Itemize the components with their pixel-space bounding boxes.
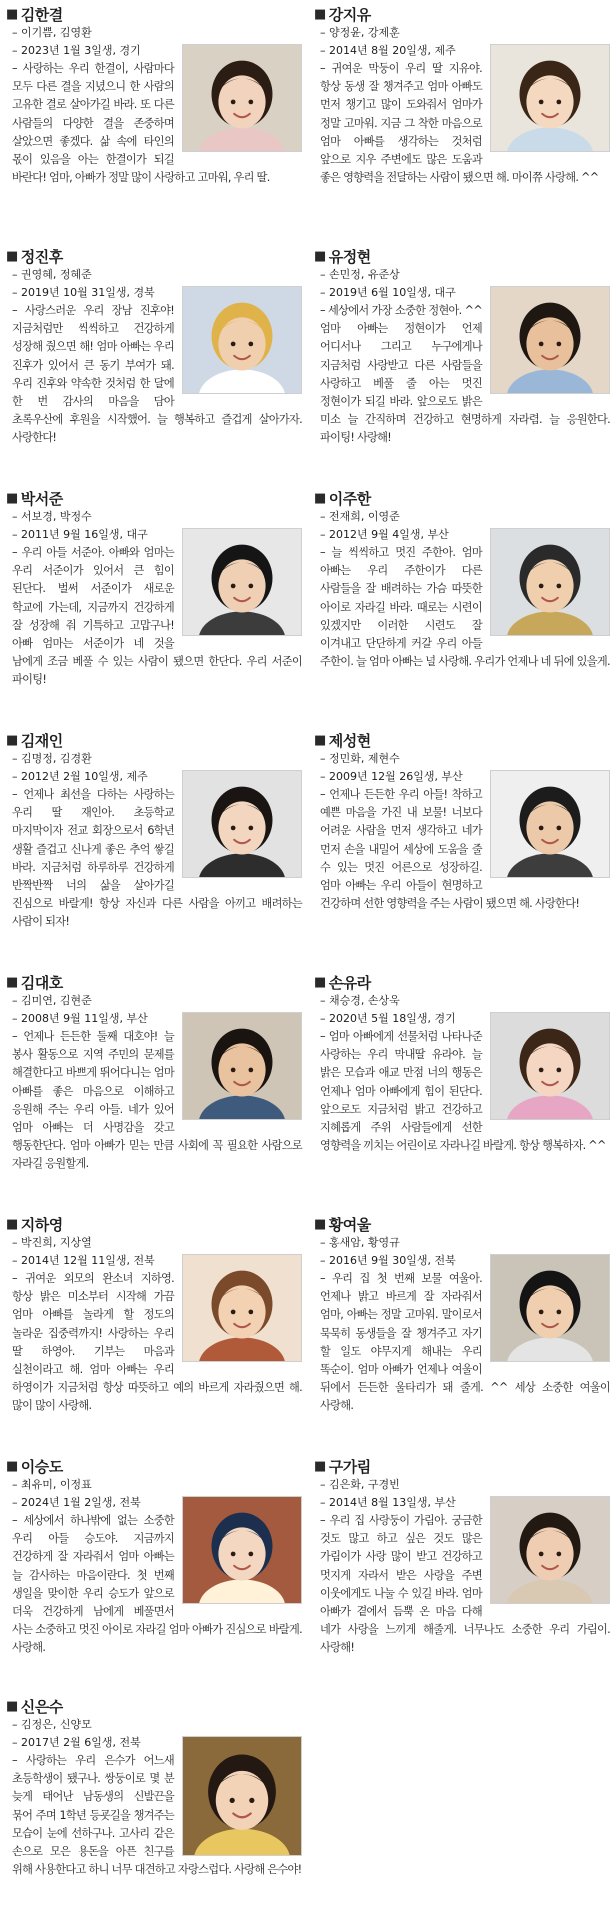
child-photo <box>490 770 610 878</box>
portrait-illustration <box>183 1737 301 1855</box>
parents: – 채승경, 손상욱 <box>320 994 400 1007</box>
child-name-text: 박서준 <box>20 489 63 508</box>
photo-eye-left <box>231 1310 236 1315</box>
parents: – 손민정, 유준상 <box>320 268 400 281</box>
parents: – 박진희, 지상열 <box>12 1236 92 1249</box>
birth-info: – 2020년 5월 18일생, 경기 <box>320 1012 456 1025</box>
portrait-illustration <box>491 287 609 393</box>
bullet-icon: ■ <box>6 1216 18 1232</box>
portrait-illustration <box>183 1013 301 1119</box>
birth-info: – 2017년 2월 6일생, 전북 <box>12 1736 141 1749</box>
child-name-text: 신은수 <box>20 1697 63 1716</box>
portrait-illustration <box>491 1497 609 1603</box>
parents: – 김정은, 신양모 <box>12 1718 92 1731</box>
birth-info: – 2014년 12월 11일생, 전북 <box>12 1254 155 1267</box>
parents: – 정민화, 제현수 <box>320 752 400 765</box>
photo-eye-right <box>248 1068 253 1073</box>
birth-info: – 2014년 8월 20일생, 제주 <box>320 44 456 57</box>
child-name <box>6 1456 302 1476</box>
photo-face <box>526 1043 573 1096</box>
profile-entry <box>314 4 610 230</box>
profile-entry <box>6 1456 302 1682</box>
bullet-icon: ■ <box>314 1458 326 1474</box>
birth-info: – 2012년 2월 10일생, 제주 <box>12 770 148 783</box>
bullet-icon: ■ <box>6 974 18 990</box>
message: – 사랑스러운 우리 장남 진후야! 지금처럼만 씩씩하고 건강하게 성장해 줬으면 해! 엄마 아빠는 우리 진후가 있어서 큰 동기 부여가 돼. 우리 진후와 약속한 것처럼 한 달에 한 번 감사의 마음을 담아 초록우산에 후원을 시작했어. 늘 행복하고 즐겁게 살아가자. 사랑한다! <box>12 302 302 448</box>
message: – 우리 집 첫 번째 보물 여울아. 언제나 밝고 바르게 잘 자라줘서 엄마, 아빠는 정말 고마워. 말이로서 묵묵히 동생들을 잘 챙겨주고 자기 할 일도 야무지게 해내는 우리 똑순이. 엄마 아빠가 언제나 여울이 뒤에서 든든한 울타리가 돼 줄게. ^^ 세상 소중한 여울이 사랑해. <box>320 1270 610 1416</box>
profile-entry <box>314 972 610 1198</box>
photo-eye-left <box>539 100 544 105</box>
photo-eye-right <box>556 584 561 589</box>
child-name-text: 정진후 <box>20 247 63 266</box>
child-photo <box>490 286 610 394</box>
photo-face <box>526 801 573 854</box>
photo-eye-right <box>556 1310 561 1315</box>
birth-info: – 2024년 1월 2일생, 전북 <box>12 1496 141 1509</box>
profile-entry <box>6 1696 302 1912</box>
portrait-illustration <box>183 45 301 151</box>
profile-entry <box>314 1456 610 1682</box>
portrait-illustration <box>183 529 301 635</box>
photo-eye-left <box>539 1552 544 1557</box>
child-photo <box>182 286 302 394</box>
photo-face <box>526 1527 573 1580</box>
child-name-text: 김한결 <box>20 5 63 24</box>
child-photo <box>182 528 302 636</box>
child-name <box>6 1696 302 1716</box>
child-name <box>314 972 610 992</box>
photo-eye-right <box>556 1552 561 1557</box>
child-photo <box>182 1736 302 1856</box>
child-name <box>314 1456 610 1476</box>
message: – 세상에서 하나밖에 없는 소중한 우리 아들 승도야. 지금까지 건강하게 잘 자라줘서 엄마 아빠는 늘 감사하는 마음이란다. 첫 번째 생일을 맞이한 우리 승도가 앞으로 더욱 건강하게 남에게 베풀면서 사는 소중하고 멋진 아이로 자라길 엄마 아빠가 진심으로 바랄게. 사랑해. <box>12 1512 302 1658</box>
portrait-illustration <box>491 1255 609 1361</box>
photo-eye-right <box>556 1068 561 1073</box>
portrait-illustration <box>183 1497 301 1603</box>
bullet-icon: ■ <box>6 6 18 22</box>
child-name-text: 강지유 <box>328 5 371 24</box>
child-name <box>314 488 610 508</box>
message: – 귀여운 외모의 완소녀 지하영. 항상 밝은 미소부터 시작해 가끔 엄마 아빠를 놀라게 할 정도의 놀라운 집중력까지! 사랑하는 우리 딸 하영아. 기부는 마음과 실천이라고 해. 엄마 아빠는 우리 하영이가 지금처럼 항상 따뜻하고 예의 바르게 자라줬으면 해. 많이 많이 사랑해. <box>12 1270 302 1416</box>
photo-face <box>218 559 265 612</box>
photo-eye-right <box>248 1310 253 1315</box>
birth-info: – 2014년 8월 13일생, 부산 <box>320 1496 456 1509</box>
parents: – 전재희, 이영준 <box>320 510 400 523</box>
child-name <box>6 972 302 992</box>
parents: – 최유미, 이정표 <box>12 1478 92 1491</box>
message: – 엄마 아빠에게 선물처럼 나타나준 사랑하는 우리 막내딸 유라야. 늘 밝은 모습과 애교 만점 너의 행동은 언제나 엄마 아빠에게 힘이 된단다. 앞으로도 지금처럼 밝고 건강하고 지혜롭게 주위 사람들에게 선한 영향력을 끼치는 어린이로 자라나길 바랄게. 항상 행복하자. ^^ <box>320 1028 610 1155</box>
photo-eye-left <box>231 342 236 347</box>
photo-face <box>218 75 265 128</box>
birth-info: – 2008년 9월 11일생, 부산 <box>12 1012 148 1025</box>
profile-entry <box>314 246 610 472</box>
birth-info: – 2019년 6월 10일생, 대구 <box>320 286 456 299</box>
message: – 언제나 최선을 다하는 사랑하는 우리 딸 재인아. 초등학교 마지막이자 전교 회장으로서 6학년 생활 즐겁고 신나게 좋은 추억 쌓길 바라. 지금처럼 하루하루 건강하게 반짝반짝 너의 삶을 살아가길 진심으로 바랄게! 항상 자신과 다른 사람을 아끼고 배려하는 사람이 되자! <box>12 786 302 932</box>
photo-face <box>526 1285 573 1338</box>
photo-eye-left <box>231 826 236 831</box>
child-photo <box>490 1254 610 1362</box>
photo-face <box>218 1043 265 1096</box>
profile-entry <box>6 730 302 956</box>
message: – 사랑하는 우리 은수가 어느새 초등학생이 됐구나. 쌍둥이로 몇 분 늦게 태어난 남동생의 신발끈을 묶어 주며 1학년 등굣길을 챙겨주는 모습이 눈에 선하구나. 고사리 같은 손으로 모은 용돈을 아픈 친구를 위해 사용한다고 하니 너무 대견하고 자랑스럽다. 사랑해 은수야! <box>12 1752 302 1879</box>
message: – 언제나 든든한 둘째 대호야! 늘 봉사 활동으로 지역 주민의 문제를 해결한다고 바쁘게 뛰어다니는 엄마 아빠를 좋은 마음으로 이해하고 응원해 주는 우리 아들. 네가 있어 엄마 아빠는 더 사명감을 갖고 행동한단다. 엄마 아빠가 믿는 만큼 사회에 꼭 필요한 사람으로 자라길 응원할게. <box>12 1028 302 1174</box>
child-name-text: 이주한 <box>328 489 371 508</box>
photo-eye-right <box>249 1798 254 1803</box>
child-name <box>6 488 302 508</box>
photo-eye-left <box>231 1552 236 1557</box>
profile-entry <box>6 1214 302 1440</box>
photo-eye-left <box>231 584 236 589</box>
birth-info: – 2009년 12월 26일생, 부산 <box>320 770 463 783</box>
photo-eye-left <box>539 584 544 589</box>
child-name <box>6 4 302 24</box>
photo-face <box>218 1285 265 1338</box>
parents: – 김명정, 김경환 <box>12 752 92 765</box>
child-name <box>314 1214 610 1234</box>
message: – 우리 아들 서준아. 아빠와 엄마는 우리 서준이가 있어서 큰 힘이 된단다. 벌써 서준이가 새로운 학교에 가는데, 지금까지 건강하게 잘 성장해 줘 기특하고 고맙구나! 아빠 엄마는 서준이가 네 것을 남에게 조금 베풀 수 있는 사람이 됐으면 한단다. 우리 서준이 파이팅! <box>12 544 302 690</box>
parents: – 양정윤, 강제훈 <box>320 26 400 39</box>
child-photo <box>182 1012 302 1120</box>
photo-face <box>526 317 573 370</box>
child-photo <box>490 1012 610 1120</box>
photo-eye-right <box>556 100 561 105</box>
bullet-icon: ■ <box>6 248 18 264</box>
bullet-icon: ■ <box>6 1458 18 1474</box>
bullet-icon: ■ <box>314 974 326 990</box>
photo-eye-left <box>231 100 236 105</box>
photo-eye-left <box>539 1068 544 1073</box>
child-photo <box>490 1496 610 1604</box>
child-name <box>6 246 302 266</box>
child-name-text: 이승도 <box>20 1457 63 1476</box>
child-name-text: 제성현 <box>328 731 371 750</box>
child-photo <box>490 44 610 152</box>
birth-info: – 2016년 9월 30일생, 전북 <box>320 1254 456 1267</box>
bullet-icon: ■ <box>6 490 18 506</box>
photo-eye-left <box>539 1310 544 1315</box>
portrait-illustration <box>183 287 301 393</box>
message: – 늘 씩씩하고 멋진 주한아. 엄마 아빠는 우리 주한이가 다른 사람들을 잘 배려하는 가슴 따뜻한 아이로 자라길 바라. 때로는 시련이 있겠지만 이러한 시련도 잘 이겨내고 단단하게 커갈 우리 아들 주한이. 늘 엄마 아빠는 널 사랑해. 우리가 언제나 네 뒤에 있을게. <box>320 544 610 671</box>
message: – 우리 집 사랑둥이 가림아. 궁금한 것도 많고 하고 싶은 것도 많은 가림이가 사랑 많이 받고 건강하고 멋지게 자라서 받은 사랑을 주변 이웃에게도 나눌 수 있길 바라. 엄마 아빠가 곁에서 듬뿍 온 마음 다해 네가 사랑을 느끼게 해줄게. 너무나도 소중한 우리 가림이. 사랑해! <box>320 1512 610 1658</box>
birth-info: – 2023년 1월 3일생, 경기 <box>12 44 141 57</box>
profile-entry <box>6 4 302 230</box>
photo-face <box>218 317 265 370</box>
bullet-icon: ■ <box>314 248 326 264</box>
birth-info: – 2012년 9월 4일생, 부산 <box>320 528 449 541</box>
profile-entry <box>314 488 610 714</box>
photo-eye-right <box>556 342 561 347</box>
message: – 언제나 든든한 우리 아들! 착하고 예쁜 마음을 가진 내 보물! 너보다 어려운 사람을 먼저 생각하고 네가 먼저 손을 내밀어 세상에 도움을 줄 수 있는 멋진 어른으로 성장하길. 엄마 아빠는 우리 아들이 현명하고 건강하며 선한 영향력을 주는 사람이 됐으면 해. 사랑한다! <box>320 786 610 913</box>
child-name-text: 지하영 <box>20 1215 63 1234</box>
portrait-illustration <box>491 45 609 151</box>
child-name <box>314 730 610 750</box>
parents: – 이기쁨, 김영환 <box>12 26 92 39</box>
child-name-text: 황여울 <box>328 1215 371 1234</box>
child-name-text: 손유라 <box>328 973 371 992</box>
parents: – 서보경, 박정수 <box>12 510 92 523</box>
profile-entry <box>314 730 610 956</box>
profile-entry <box>6 488 302 714</box>
parents: – 권영혜, 정혜준 <box>12 268 92 281</box>
parents: – 김은화, 구경빈 <box>320 1478 400 1491</box>
child-name-text: 구가림 <box>328 1457 371 1476</box>
portrait-illustration <box>491 771 609 877</box>
photo-eye-right <box>248 100 253 105</box>
child-name <box>314 246 610 266</box>
message: – 사랑하는 우리 한결이, 사람마다 모두 다른 결을 지녔으니 한 사람의 고유한 결로 살아가길 바라. 또 다른 사람들의 다양한 결을 존중하며 살았으면 좋겠다. 삶 속에 타인의 몫이 있음을 아는 한결이가 되길 바란다! 엄마, 아빠가 정말 많이 사랑하고 고마워, 우리 딸. <box>12 60 302 187</box>
photo-eye-left <box>230 1798 235 1803</box>
portrait-illustration <box>491 529 609 635</box>
parents: – 홍새암, 황영규 <box>320 1236 400 1249</box>
child-name-text: 김대호 <box>20 973 63 992</box>
photo-eye-left <box>539 826 544 831</box>
birth-info: – 2019년 10월 31일생, 경북 <box>12 286 155 299</box>
photo-eye-right <box>248 342 253 347</box>
photo-face <box>526 559 573 612</box>
bullet-icon: ■ <box>314 732 326 748</box>
profile-entry <box>6 246 302 472</box>
child-photo <box>182 1254 302 1362</box>
child-photo <box>182 1496 302 1604</box>
photo-eye-right <box>556 826 561 831</box>
message: – 귀여운 막둥이 우리 딸 지유야. 항상 동생 잘 챙겨주고 엄마 아빠도 먼저 챙기고 많이 도와줘서 엄마가 정말 고마워. 지금 그 착한 마음으로 엄마 아빠를 생각하는 것처럼 앞으로 지우 주변에도 많은 도움과 좋은 영향력을 전달하는 사람이 됐으면 해. 마이쮸 사랑해. ^^ <box>320 60 610 187</box>
child-name-text: 유정현 <box>328 247 371 266</box>
birth-info: – 2011년 9월 16일생, 대구 <box>12 528 148 541</box>
bullet-icon: ■ <box>314 490 326 506</box>
portrait-illustration <box>491 1013 609 1119</box>
photo-face <box>216 1771 268 1830</box>
child-name <box>314 4 610 24</box>
child-photo <box>182 44 302 152</box>
photo-face <box>218 801 265 854</box>
photo-eye-right <box>248 584 253 589</box>
parents: – 김미연, 김현준 <box>12 994 92 1007</box>
child-photo <box>490 528 610 636</box>
bullet-icon: ■ <box>6 1698 18 1714</box>
child-name <box>6 730 302 750</box>
portrait-illustration <box>183 771 301 877</box>
portrait-illustration <box>183 1255 301 1361</box>
child-photo <box>182 770 302 878</box>
photo-face <box>526 75 573 128</box>
child-name <box>6 1214 302 1234</box>
photo-eye-right <box>248 1552 253 1557</box>
photo-eye-left <box>231 1068 236 1073</box>
photo-eye-right <box>248 826 253 831</box>
profile-entry <box>6 972 302 1198</box>
child-name-text: 김재인 <box>20 731 63 750</box>
bullet-icon: ■ <box>314 1216 326 1232</box>
photo-eye-left <box>539 342 544 347</box>
profile-entry <box>314 1214 610 1440</box>
bullet-icon: ■ <box>6 732 18 748</box>
photo-face <box>218 1527 265 1580</box>
bullet-icon: ■ <box>314 6 326 22</box>
message: – 세상에서 가장 소중한 정현아. ^^ 엄마 아빠는 정현이가 언제 어디서나 그리고 누구에게나 지금처럼 사랑받고 다른 사람들을 사랑하고 베풀 줄 아는 멋진 정현이가 되길 바라. 앞으로도 밝은 미소 늘 간직하며 건강하고 현명하게 자라렴. 늘 응원한다. 파이팅! 사랑해! <box>320 302 610 448</box>
